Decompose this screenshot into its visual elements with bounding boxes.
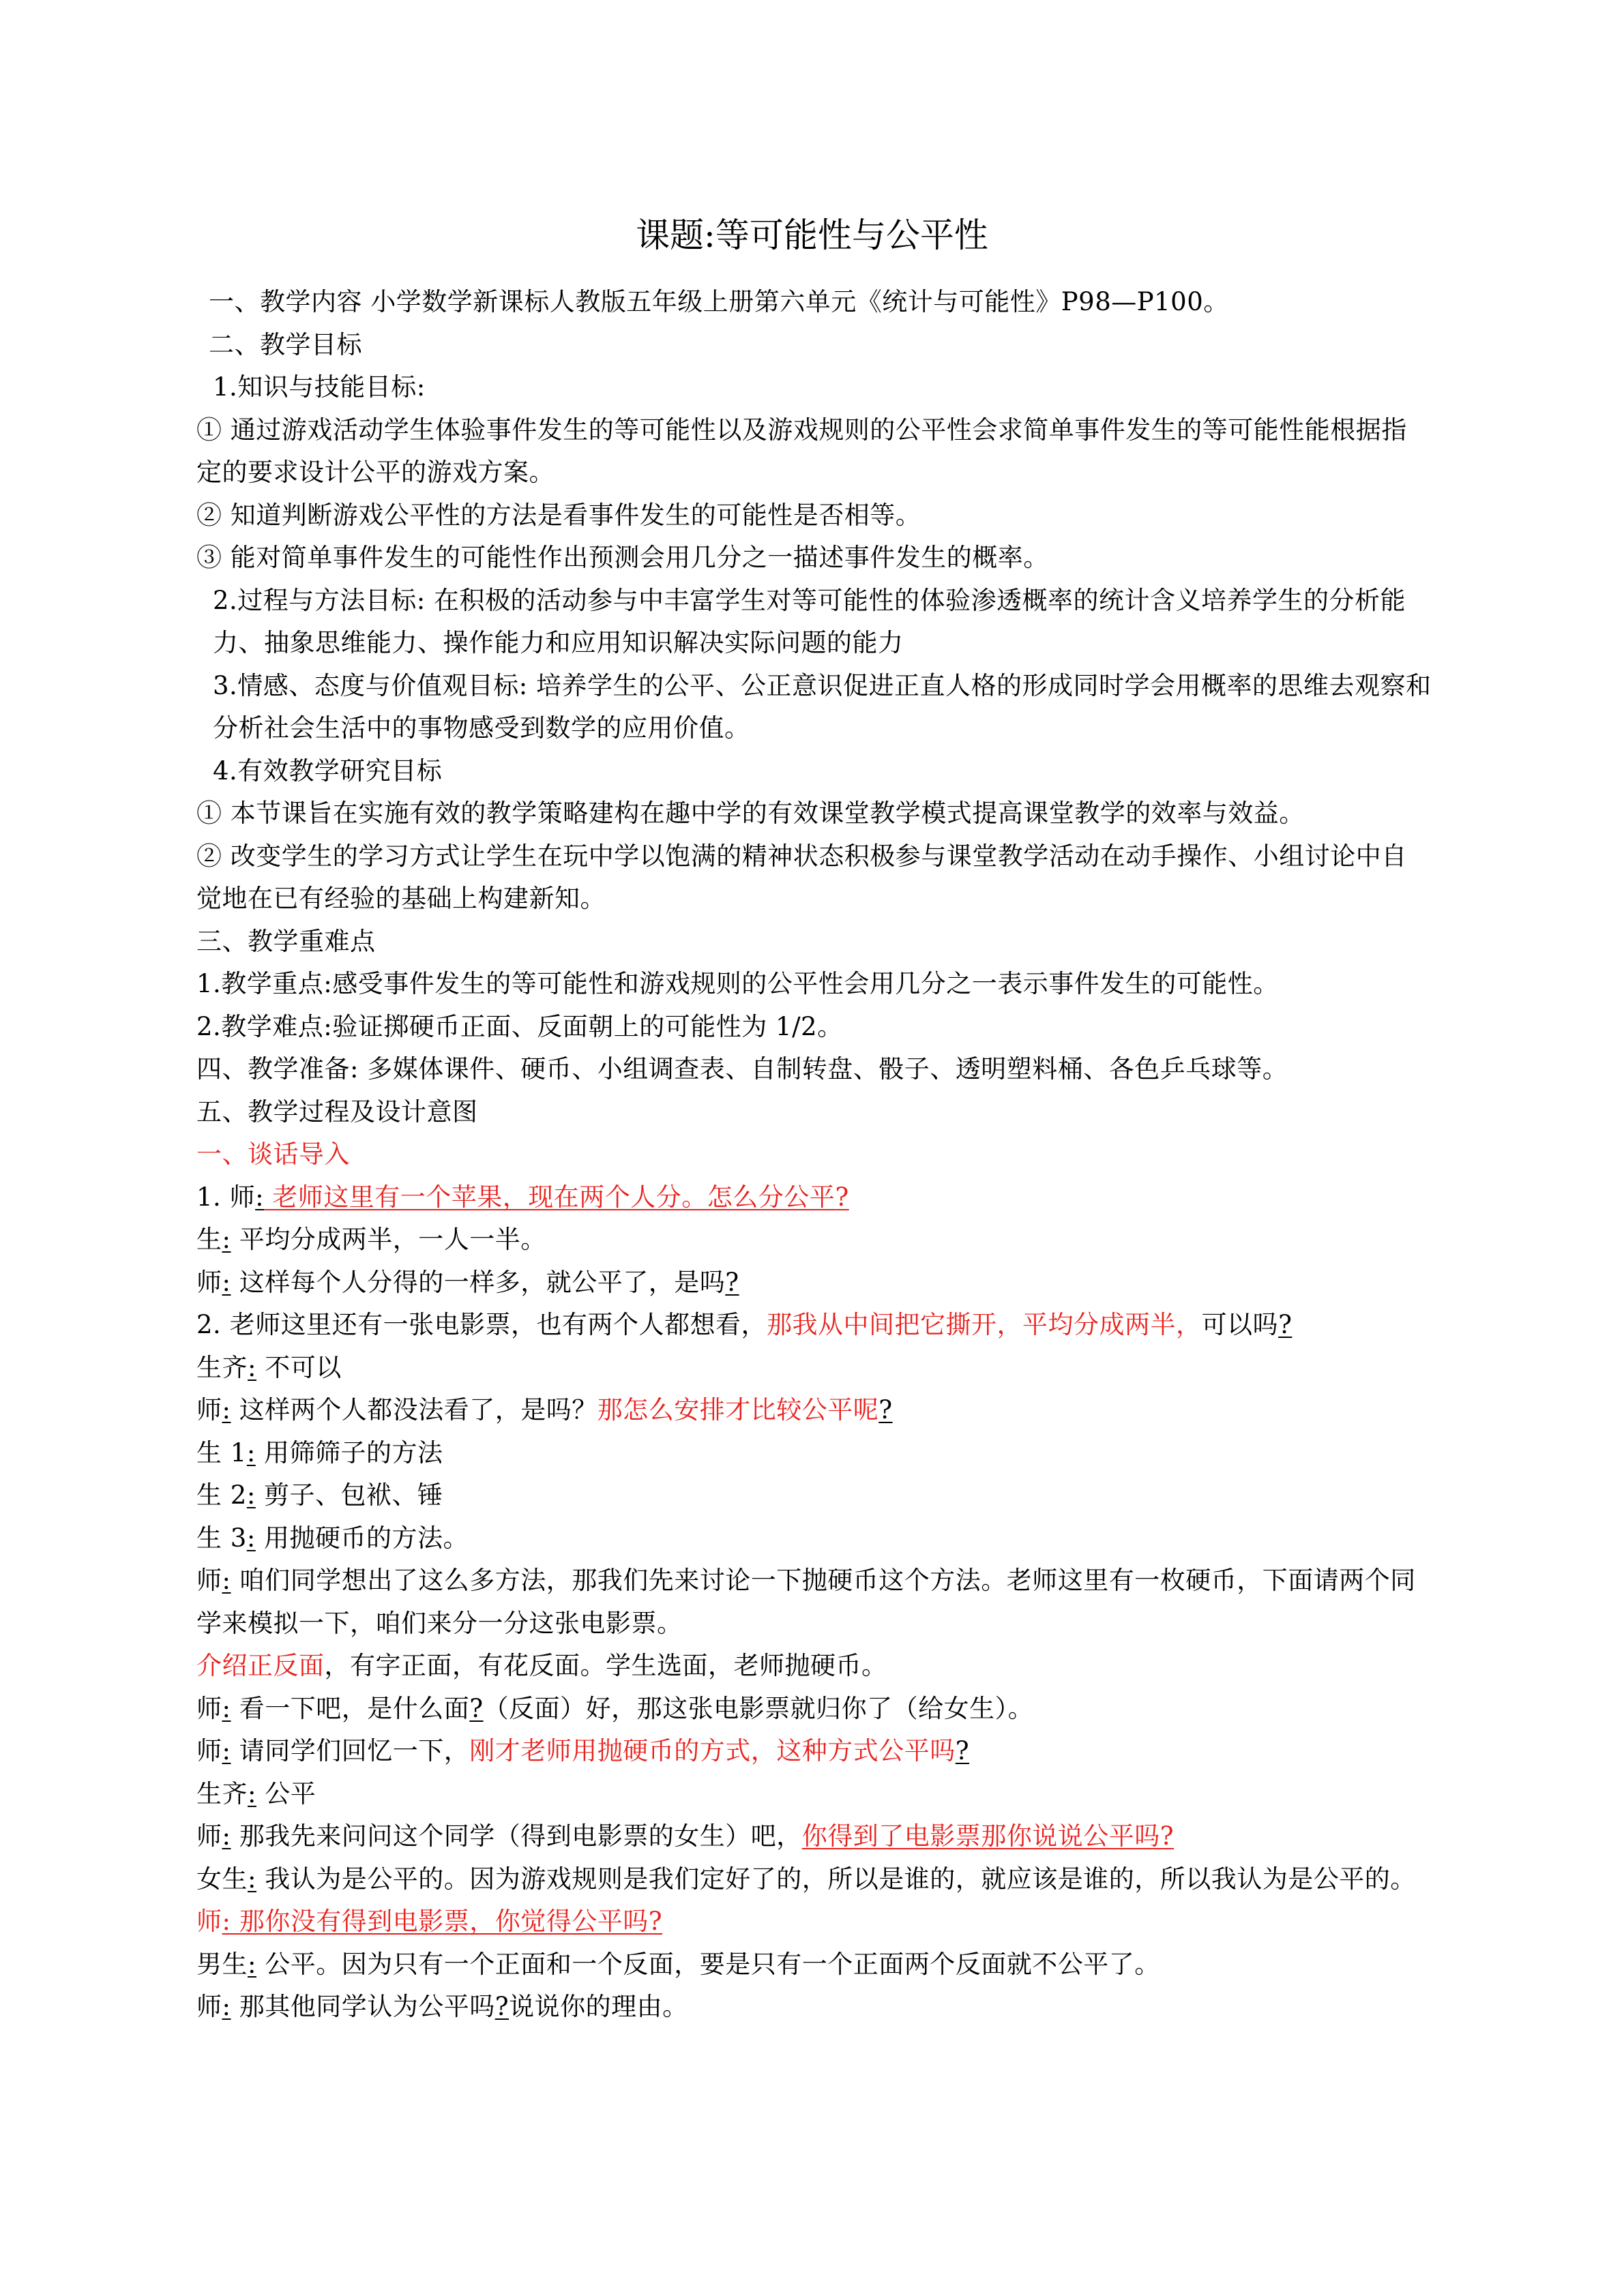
speaker-colon: : — [222, 1267, 231, 1297]
dialogue-text: 剪子、包袱、锤 — [255, 1480, 443, 1510]
speaker-colon: : — [222, 1992, 231, 2021]
question-mark: ? — [1160, 1821, 1175, 1851]
speaker: 师 — [196, 1992, 222, 2021]
speaker-colon: : — [248, 1352, 256, 1382]
dialogue-line — [196, 1474, 1432, 1517]
dialogue-text: 用筛筛子的方法 — [255, 1437, 443, 1467]
speaker-colon: : — [222, 1395, 231, 1425]
dialogue-line — [196, 1432, 1432, 1475]
dialogue-line — [196, 1176, 1432, 1219]
dialogue-text: 平均分成两半，一人一半。 — [231, 1225, 546, 1254]
dialogue-line — [196, 1900, 1432, 1943]
dialogue-text: 我认为是公平的。因为游戏规则是我们定好了的，所以是谁的，就应该是谁的，所以我认为是公平的。 — [256, 1864, 1416, 1894]
speaker: 师 — [196, 1566, 222, 1595]
section-process-heading: 五、教学过程及设计意图 — [196, 1097, 478, 1127]
speaker: 女生 — [196, 1864, 248, 1894]
question-mark: ? — [835, 1182, 849, 1212]
speaker: 师 — [196, 1693, 222, 1723]
speaker: 生 — [196, 1225, 222, 1254]
speaker-colon: : — [246, 1480, 256, 1510]
dialogue-line — [196, 1560, 1432, 1645]
objective-4-heading: 4.有效教学研究目标 — [213, 756, 443, 786]
speaker: 生齐 — [196, 1778, 248, 1808]
section-content-heading: 一、教学内容 小学数学新课标人教版五年级上册第六单元《统计与可能性》P98—P100。 — [209, 287, 1229, 316]
objective-1-item-3: ③ 能对简单事件发生的可能性作出预测会用几分之一描述事件发生的概率。 — [196, 543, 1049, 572]
speaker-colon: : — [246, 1437, 256, 1467]
speaker-colon: : — [222, 1907, 231, 1936]
speaker-colon: : — [222, 1693, 231, 1723]
objective-1-item-2: ② 知道判断游戏公平性的方法是看事件发生的可能性是否相等。 — [196, 500, 921, 530]
question-mark: ? — [648, 1907, 663, 1936]
dialogue-line — [196, 1219, 1432, 1262]
dialogue-line — [196, 1773, 1432, 1816]
speaker: 师 — [196, 1395, 222, 1425]
dialogue-text: 2. 老师这里还有一张电影票，也有两个人都想看， — [196, 1310, 767, 1339]
highlight-text: 老师这里有一个苹果，现在两个人分。怎么分公平 — [264, 1182, 836, 1212]
document-body — [196, 281, 1432, 2029]
objective-2: 2.过程与方法目标: 在积极的活动参与中丰富学生对等可能性的体验渗透概率的统计含义培养学生的分析能力、抽象思维能力、操作能力和应用知识解决实际问题的能力 — [213, 585, 1406, 657]
dialogue-line — [196, 1262, 1432, 1304]
dialogue-text: 不可以 — [256, 1352, 342, 1382]
difficult-point: 2.教学难点:验证掷硬币正面、反面朝上的可能性为 1/2。 — [196, 1011, 843, 1041]
dialogue-text: 请同学们回忆一下， — [231, 1736, 470, 1765]
highlight-text: 那怎么安排才比较公平呢 — [597, 1395, 879, 1425]
dialogue-text: 可以吗 — [1201, 1310, 1279, 1339]
dialogue-line — [196, 1730, 1432, 1773]
speaker: 师 — [196, 1821, 222, 1851]
speaker: 男生 — [196, 1949, 248, 1979]
dialogue-line — [196, 1517, 1432, 1560]
speaker-colon: : — [255, 1182, 265, 1212]
speaker: 生 3 — [196, 1523, 247, 1553]
dialogue-text: 公平 — [256, 1778, 316, 1808]
dialogue-line — [196, 1688, 1432, 1731]
speaker: 师 — [196, 1267, 222, 1297]
question-mark: ? — [879, 1395, 893, 1425]
dialogue-text: 这样每个人分得的一样多，就公平了，是吗 — [231, 1267, 726, 1297]
speaker-colon: : — [246, 1523, 256, 1553]
highlight-text: 介绍正反面 — [196, 1651, 325, 1680]
dialogue-line — [196, 1347, 1432, 1390]
speaker-colon: : — [222, 1566, 231, 1595]
dialogue-line — [196, 1389, 1432, 1432]
objective-4-item-2: ② 改变学生的学习方式让学生在玩中学以饱满的精神状态积极参与课堂教学活动在动手操作、小组讨论中自觉地在已有经验的基础上构建新知。 — [196, 841, 1407, 913]
section-preparation: 四、教学准备: 多媒体课件、硬币、小组调查表、自制转盘、骰子、透明塑料桶、各色乒乓球等。 — [196, 1054, 1288, 1084]
section-objectives-heading: 二、教学目标 — [209, 329, 362, 359]
dialogue-text: 这样两个人都没法看了，是吗？ — [231, 1395, 597, 1425]
highlight-text: 那你没有得到电影票，你觉得公平吗 — [231, 1907, 649, 1936]
dialogue-line — [196, 1304, 1432, 1347]
speaker-colon: : — [222, 1736, 231, 1765]
objective-4-item-1: ① 本节课旨在实施有效的教学策略建构在趣中学的有效课堂教学模式提高课堂教学的效率与效益。 — [196, 799, 1305, 828]
dialogue-line — [196, 1645, 1432, 1688]
speaker: 师 — [196, 1907, 222, 1936]
dialogue-line — [196, 1986, 1432, 2029]
speaker: 生 1 — [196, 1437, 247, 1467]
dialogue-line — [196, 1943, 1432, 1986]
objective-3: 3.情感、态度与价值观目标: 培养学生的公平、公正意识促进正直人格的形成同时学会用概率的思维去观察和分析社会生活中的事物感受到数学的应用价值。 — [213, 670, 1432, 743]
speaker-colon: : — [248, 1949, 256, 1979]
question-mark: ? — [725, 1267, 739, 1297]
question-mark: ? — [469, 1693, 484, 1723]
dialogue-text: 那我先来问问这个同学（得到电影票的女生）吧， — [231, 1821, 802, 1851]
dialogue-text: 那其他同学认为公平吗 — [231, 1992, 495, 2021]
dialogue-text: 公平。因为只有一个正面和一个反面，要是只有一个正面两个反面就不公平了。 — [256, 1949, 1160, 1979]
highlight-text: 刚才老师用抛硬币的方式，这种方式公平吗 — [469, 1736, 956, 1765]
page-title: 课题:等可能性与公平性 — [636, 215, 988, 255]
speaker: 生 2 — [196, 1480, 247, 1510]
section-key-points-heading: 三、教学重难点 — [196, 926, 376, 956]
key-point: 1.教学重点:感受事件发生的等可能性和游戏规则的公平性会用几分之一表示事件发生的可能性。 — [196, 969, 1279, 998]
subsection-intro-heading: 一、谈话导入 — [196, 1139, 350, 1169]
highlight-text: 那我从中间把它撕开，平均分成两半， — [767, 1310, 1202, 1339]
speaker-colon: : — [222, 1225, 231, 1254]
speaker-colon: : — [248, 1778, 256, 1808]
objective-1-heading: 1.知识与技能目标: — [213, 372, 426, 402]
question-mark: ? — [1278, 1310, 1293, 1339]
dialogue-text: 说说你的理由。 — [509, 1992, 688, 2021]
speaker-colon: : — [248, 1864, 256, 1894]
dialogue-text: 看一下吧，是什么面 — [231, 1693, 470, 1723]
objective-1-item-1: ① 通过游戏活动学生体验事件发生的等可能性以及游戏规则的公平性会求简单事件发生的等可能性能根据指定的要求设计公平的游戏方案。 — [196, 415, 1407, 487]
dialogue-text: （反面）好，那这张电影票就归你了（给女生）。 — [483, 1693, 1034, 1723]
speaker-colon: : — [222, 1821, 231, 1851]
dialogue-line — [196, 1815, 1432, 1858]
highlight-text: 你得到了电影票那你说说公平吗 — [801, 1821, 1160, 1851]
dialogue-text: ，有字正面，有花反面。学生选面，老师抛硬币。 — [324, 1651, 887, 1680]
question-mark: ? — [494, 1992, 510, 2021]
question-mark: ? — [955, 1736, 970, 1765]
dialogue-text: 用抛硬币的方法。 — [255, 1523, 469, 1553]
speaker: 1. 师 — [196, 1182, 256, 1212]
speaker: 师 — [196, 1736, 222, 1765]
dialogue-text: 咱们同学想出了这么多方法，那我们先来讨论一下抛硬币这个方法。老师这里有一枚硬币，下面请两个同学来模拟一下，咱们来分一分这张电影票。 — [196, 1566, 1416, 1638]
dialogue-line — [196, 1858, 1432, 1901]
speaker: 生齐 — [196, 1352, 248, 1382]
